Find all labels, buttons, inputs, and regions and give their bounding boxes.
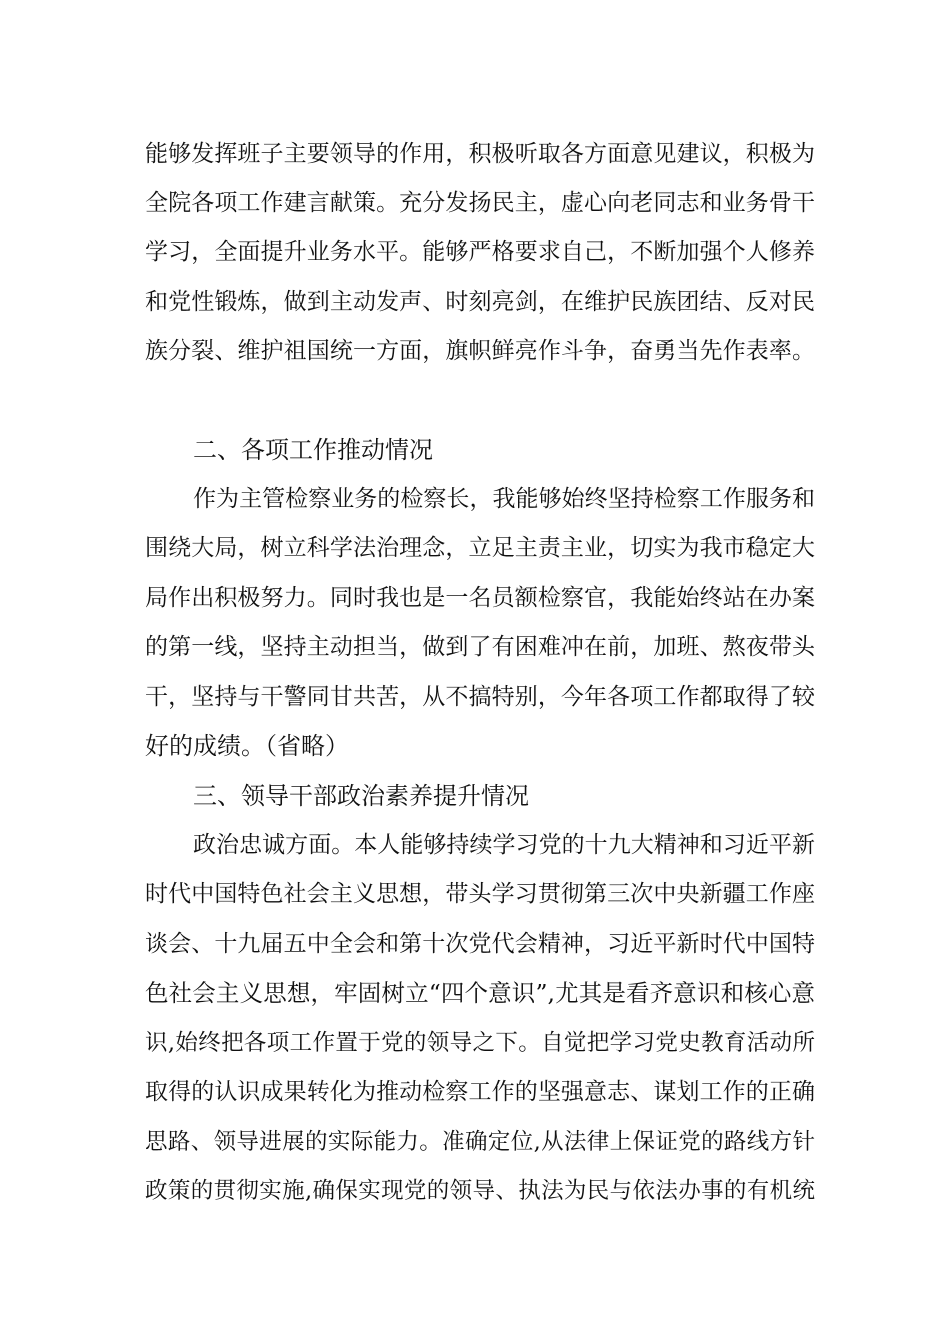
paragraph-line: 作为主管检察业务的检察长，我能够始终坚持检察工作服务和: [193, 486, 815, 512]
paragraph-line: 和党性锻炼，做到主动发声、时刻亮剑，在维护民族团结、反对民: [145, 289, 815, 315]
paragraph-line: 局作出积极努力。同时我也是一名员额检察官，我能始终站在办案: [145, 585, 815, 611]
paragraph-line: 族分裂、维护祖国统一方面，旗帜鲜亮作斗争，奋勇当先作表率。: [145, 338, 815, 364]
paragraph-line: 的第一线，坚持主动担当，做到了有困难冲在前，加班、熬夜带头: [145, 634, 815, 660]
paragraph-line: 政治忠诚方面。本人能够持续学习党的十九大精神和习近平新: [193, 832, 815, 858]
paragraph-line: 谈会、十九届五中全会和第十次党代会精神，习近平新时代中国特: [145, 931, 815, 957]
paragraph-line: 色社会主义思想，牢固树立“四个意识”,尤其是看齐意识和核心意: [145, 979, 815, 1007]
paragraph-line: 好的成绩。（省略）: [145, 732, 349, 760]
paragraph-line: 政策的贯彻实施,确保实现党的领导、执法为民与依法办事的有机统: [145, 1178, 815, 1204]
section-heading: 三、领导干部政治素养提升情况: [193, 782, 529, 810]
paragraph-line: 围绕大局，树立科学法治理念，立足主责主业，切实为我市稳定大: [145, 535, 815, 561]
paragraph-line: 干，坚持与干警同甘共苦，从不搞特别，今年各项工作都取得了较: [145, 684, 815, 710]
section-heading: 二、各项工作推动情况: [193, 436, 433, 464]
paragraph-line: 识,始终把各项工作置于党的领导之下。自觉把学习党史教育活动所: [145, 1030, 815, 1056]
paragraph-line: 取得的认识成果转化为推动检察工作的坚强意志、谋划工作的正确: [145, 1079, 815, 1105]
paragraph-line: 思路、领导进展的实际能力。准确定位,从法律上保证党的路线方针: [145, 1129, 815, 1155]
paragraph-line: 全院各项工作建言献策。充分发扬民主，虚心向老同志和业务骨干: [145, 190, 815, 216]
paragraph-line: 能够发挥班子主要领导的作用，积极听取各方面意见建议，积极为: [145, 141, 815, 167]
paragraph-line: 学习，全面提升业务水平。能够严格要求自己，不断加强个人修养: [145, 239, 815, 265]
paragraph-line: 时代中国特色社会主义思想，带头学习贯彻第三次中央新疆工作座: [145, 881, 815, 907]
